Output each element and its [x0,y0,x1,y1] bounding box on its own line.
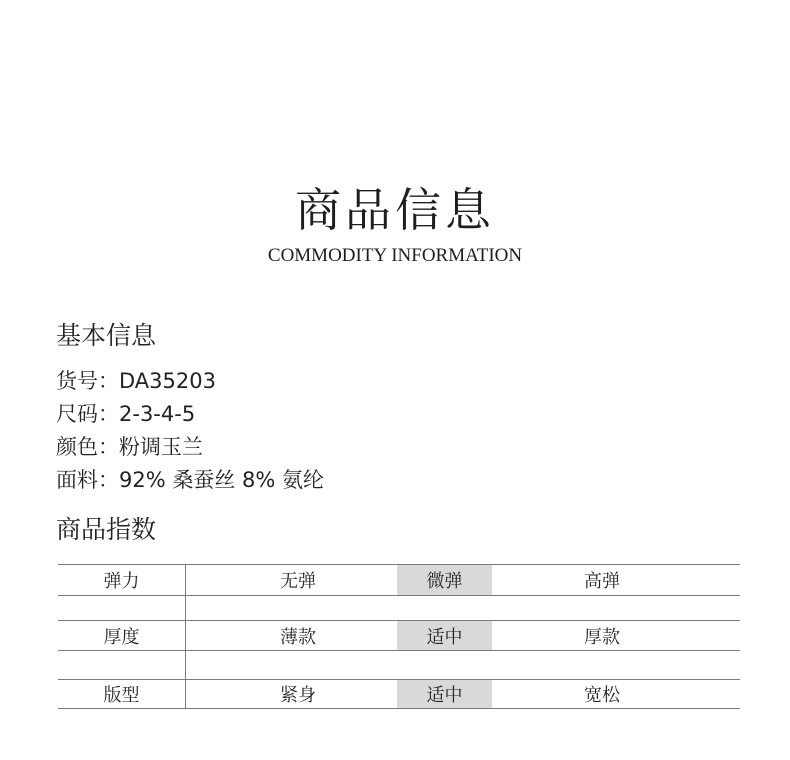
product-index-heading: 商品指数 [56,515,157,544]
page-title: 商品信息 [295,183,495,237]
table-divider [58,650,740,651]
table-divider [58,708,740,709]
index-cell-fit-option-2: 适中 [397,680,492,708]
product-index-table [58,564,740,709]
table-column-divider [185,564,186,709]
info-size: 尺码：2-3-4-5 [56,402,196,426]
index-label-thickness: 厚度 [103,626,140,648]
basic-info-heading: 基本信息 [56,321,157,350]
index-cell-elasticity-option-1: 无弹 [280,571,316,592]
info-color: 颜色：粉调玉兰 [56,435,203,459]
index-cell-elasticity-option-2: 微弹 [397,565,492,595]
index-cell-fit-option-1: 紧身 [280,685,316,706]
page-subtitle: COMMODITY INFORMATION [267,245,523,266]
index-cell-thickness-option-2: 适中 [397,621,492,650]
index-cell-elasticity-option-3: 高弹 [584,571,620,592]
info-item-number: 货号：DA35203 [56,369,216,393]
table-divider [58,595,740,596]
index-label-elasticity: 弹力 [103,571,140,592]
index-label-fit: 版型 [103,685,140,706]
index-cell-fit-option-3: 宽松 [584,685,620,706]
index-cell-thickness-option-1: 薄款 [280,626,316,648]
info-fabric: 面料：92% 桑蚕丝 8% 氨纶 [56,468,325,492]
index-cell-thickness-option-3: 厚款 [584,626,620,648]
